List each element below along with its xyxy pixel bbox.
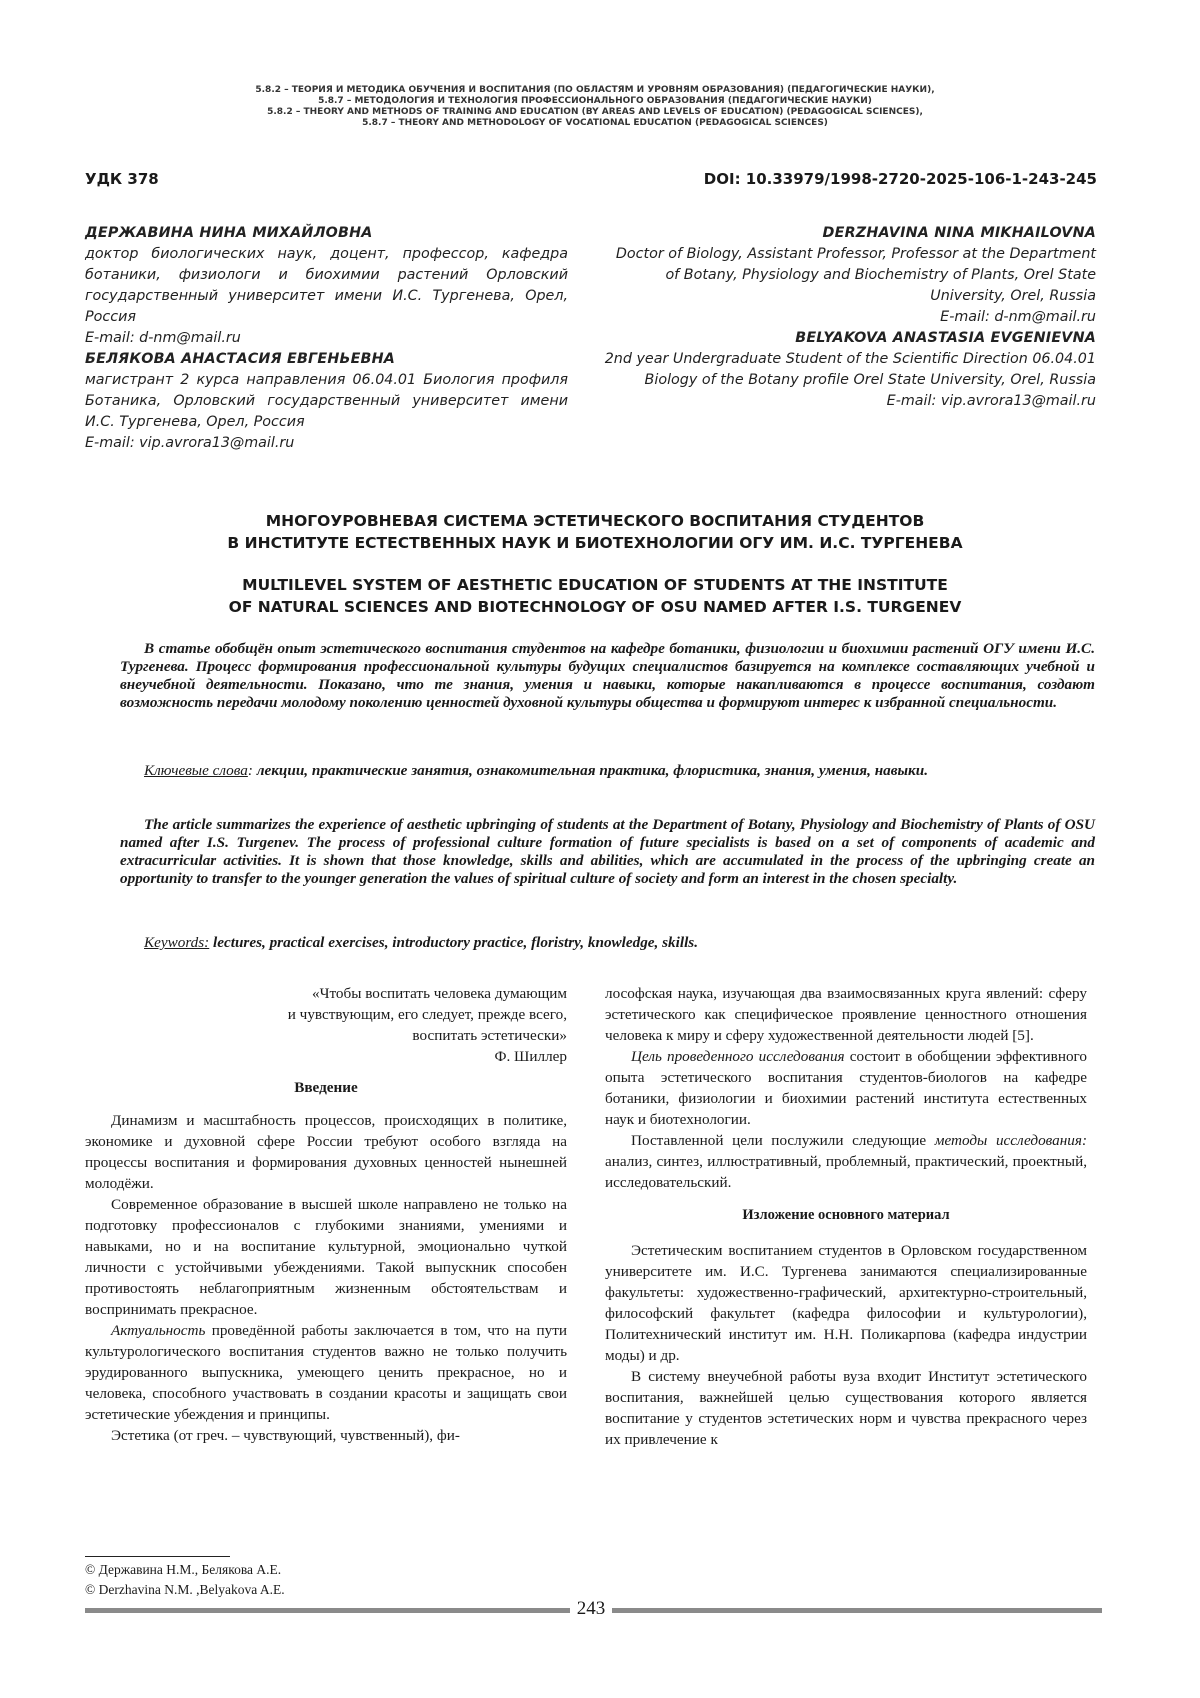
rubric-line: 5.8.2 – ТЕОРИЯ И МЕТОДИКА ОБУЧЕНИЯ И ВОСПИТАНИЯ (ПО ОБЛАСТЯМ И УРОВНЯМ ОБРАЗОВАНИЯ) (ПЕДАГОГИЧЕСКИЕ НАУКИ), [255,85,935,95]
copyright-footnotes [85,1560,285,1600]
paragraph: Поставленной цели послужили следующие методы исследования: анализ, синтез, иллюстративный, проблемный, практический, проектный, исследовательский. [605,1132,1087,1191]
title-line: МНОГОУРОВНЕВАЯ СИСТЕМА ЭСТЕТИЧЕСКОГО ВОСПИТАНИЯ СТУДЕНТОВ [265,512,925,530]
authors-en [604,223,1096,412]
paragraph: Эстетическим воспитанием студентов в Орловском государственном университете им. И.С. Тургенева занимаются специализированные факультеты: художественно-графический, архитектурно-строительный, философский факультет (кафедра философии и культурологии), Политехнический институт им. Н.Н. Поликарпова (кафедра индустрии моды) и др. [605,1242,1087,1364]
copyright-en: © Derzhavina N.M. ,Belyakova A.E. [85,1582,285,1597]
italic-term: методы исследования: [934,1132,1087,1149]
author-name: БЕЛЯКОВА АНАСТАСИЯ ЕВГЕНЬЕВНА [85,351,396,367]
body-column-right [605,983,1087,1450]
footnote-divider [85,1556,230,1557]
author-email: E-mail: d-nm@mail.ru [85,330,241,346]
author-email: E-mail: vip.avrora13@mail.ru [85,435,295,451]
rubric-header [90,85,1100,129]
paragraph: Эстетика (от греч. – чувствующий, чувственный), фи- [111,1427,460,1444]
epigraph-line: и чувствующим, его следует, прежде всего, [287,1006,567,1023]
author-affiliation: доктор биологических наук, доцент, профессор, кафедра ботаники, физиологи и биохимии растений Орловский государственный университет имени И.С. Тургенева, Орел, Россия [85,246,568,325]
rubric-line: 5.8.7 – МЕТОДОЛОГИЯ И ТЕХНОЛОГИЯ ПРОФЕССИОНАЛЬНОГО ОБРАЗОВАНИЯ (ПЕДАГОГИЧЕСКИЕ НАУКИ) [318,96,872,106]
paragraph: Современное образование в высшей школе направлено не только на подготовку профессионалов с глубокими знаниями, умениями и навыками, но и на воспитание культурной, эмоционально чуткой личности с устойчивыми убеждениями. Такой выпускник способен противостоять неблагоприятным жизненным обстоятельствам и воспринимать прекрасное. [85,1196,567,1318]
abstract-ru: В статье обобщён опыт эстетического воспитания студентов на кафедре ботаники, физиологии и биохимии растений ОГУ имени И.С. Тургенева. Процесс формирования профессиональной культуры будущих специалистов базируется на комплексе составляющих учебной и внеучебной деятельности. Показано, что те знания, умения и навыки, которые накапливаются в процессе воспитания, создают возможность передачи молодому поколению ценностей духовной культуры общества и формируют интерес к избранной специальности. [120,640,1095,711]
paragraph: Цель проведенного исследования состоит в обобщении эффективного опыта эстетического воспитания студентов-биологов на кафедре ботаники, физиологии и биохимии растений института естественных наук и биотехнологии. [605,1048,1087,1128]
epigraph-author: Ф. Шиллер [494,1048,567,1065]
footer-rule-left [85,1608,570,1613]
keywords-text: лекции, практические занятия, ознакомительная практика, флористика, знания, умения, навыки. [256,762,928,779]
title-line: OF NATURAL SCIENCES AND BIOTECHNOLOGY OF OSU NAMED AFTER I.S. TURGENEV [228,598,962,616]
keywords-en [120,934,1095,952]
body-column-left [85,983,567,1446]
section-heading: Введение [294,1079,358,1096]
page-number: 243 [576,1598,606,1619]
section-heading: Изложение основного материал [742,1207,950,1223]
author-affiliation: магистрант 2 курса направления 06.04.01 Биология профиля Ботаника, Орловский государственный университет имени И.С. Тургенева, Орел, Россия [85,372,568,430]
rubric-line: 5.8.2 – THEORY AND METHODS OF TRAINING AND EDUCATION (BY AREAS AND LEVELS OF EDUCATION) (PEDAGOGICAL SCIENCES), [267,107,923,117]
author-email: E-mail: d-nm@mail.ru [940,309,1096,325]
copyright-ru: © Державина Н.М., Белякова А.Е. [85,1562,282,1577]
article-title-ru [90,510,1100,554]
abstract-en: The article summarizes the experience of aesthetic upbringing of students at the Department of Botany, Physiology and Biochemistry of Plants of OSU named after I.S. Turgenev. The process of professional culture formation of future specialists is based on a set of components of academic and extracurricular activities. It is shown that those knowledge, skills and abilities, which are accumulated in the process of the upbringing create an opportunity to transfer to the younger generation the values of spiritual culture of society and form an interest in the chosen specialty. [120,816,1095,887]
paragraph: лософская наука, изучающая два взаимосвязанных круга явлений: сферу эстетического как специфическое проявление ценностного отношения человека к миру и сферу художественной деятельности людей [5]. [605,985,1087,1044]
keywords-label: Ключевые слова [144,762,248,779]
keywords-ru: Ключевые слова: лекции, практические занятия, ознакомительная практика, флористика, знания, умения, навыки. [144,762,928,779]
italic-term: Актуальность [111,1322,206,1339]
keywords-label: Keywords: [144,934,210,951]
epigraph-line: «Чтобы воспитать человека думающим [312,985,567,1002]
title-line: В ИНСТИТУТЕ ЕСТЕСТВЕННЫХ НАУК И БИОТЕХНОЛОГИИ ОГУ ИМ. И.С. ТУРГЕНЕВА [227,534,963,552]
author-name: BELYAKOVA ANASTASIA EVGENIEVNA [795,330,1096,346]
paragraph: В систему внеучебной работы вуза входит Институт эстетического воспитания, важнейшей целью существования которого является воспитание у студентов эстетических норм и чувства прекрасного через их привлечение к [605,1368,1087,1448]
rubric-line: 5.8.7 – THEORY AND METHODOLOGY OF VOCATIONAL EDUCATION (PEDAGOGICAL SCIENCES) [362,118,828,128]
keywords-text: lectures, practical exercises, introductory practice, floristry, knowledge, skills. [213,934,699,951]
title-line: MULTILEVEL SYSTEM OF AESTHETIC EDUCATION OF STUDENTS AT THE INSTITUTE [242,576,948,594]
author-name: DERZHAVINA NINA MIKHAILOVNA [822,225,1096,241]
footer-rule-right [612,1608,1102,1613]
italic-term: Цель проведенного исследования [631,1048,845,1065]
author-email: E-mail: vip.avrora13@mail.ru [886,393,1096,409]
epigraph [85,983,567,1067]
epigraph-line: воспитать эстетически» [412,1027,567,1044]
author-name: ДЕРЖАВИНА НИНА МИХАЙЛОВНА [85,225,373,241]
authors-ru [85,223,568,454]
paragraph: Актуальность проведённой работы заключается в том, что на пути культурологического воспитания студентов важно не только получить эрудированного выпускника, умеющего ценить прекрасное, но и человека, способного участвовать в создании красоты и защищать свои эстетические убеждения и принципы. [85,1322,567,1423]
udc-code: УДК 378 [85,170,159,188]
article-title-en [90,574,1100,618]
author-affiliation: 2nd year Undergraduate Student of the Scientific Direction 06.04.01 Biology of the Botany profile Orel State University, Orel, Russia [604,351,1096,388]
doi: DOI: 10.33979/1998-2720-2025-106-1-243-245 [703,170,1097,188]
author-affiliation: Doctor of Biology, Assistant Professor, Professor at the Department of Botany, Physiology and Biochemistry of Plants, Orel State University, Orel, Russia [615,246,1096,304]
paragraph: Динамизм и масштабность процессов, происходящих в политике, экономике и духовной сфере России требуют особого взгляда на процессы воспитания и формирования духовных ценностей нынешней молодёжи. [85,1112,567,1192]
